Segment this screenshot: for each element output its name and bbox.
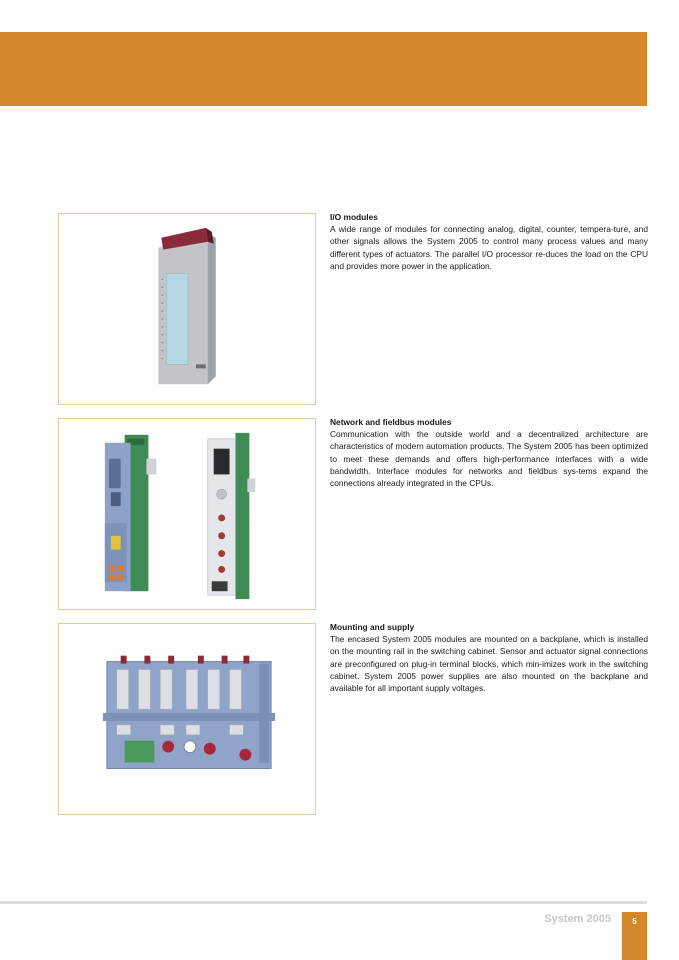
network-module-illustration [59,419,315,609]
section-network-modules [330,416,648,489]
section-heading: I/O modules [330,212,378,222]
section-body: Communication with the outside world and a decentralized architecture are characteristics of modern automation products. The System 2005 has been optimized to meet these demands and offers high-performance interfaces with a wide bandwidth. Interface modules for networks and fieldbus sys-tems expand the connections already integrated in the CPUs. [330,429,648,489]
network-module-photo [58,418,316,610]
io-module-illustration [59,214,315,404]
section-mounting-supply [330,621,648,694]
io-module-photo [58,213,316,405]
backplane-photo [58,623,316,815]
header-band [0,32,647,106]
footer-rule [0,901,647,904]
section-io-modules [330,211,648,272]
section-heading: Mounting and supply [330,622,415,632]
section-body: A wide range of modules for connecting analog, digital, counter, tempera-ture, and other signals allows the System 2005 to control many process values and many different types of actuators. The parallel I/O processor re-duces the load on the CPU and provides more power in the application. [330,224,648,271]
page-number: 5 [622,912,647,960]
backplane-illustration [59,624,315,814]
footer-title: System 2005 [544,913,611,925]
section-heading: Network and fieldbus modules [330,417,452,427]
section-body: The encased System 2005 modules are mounted on a backplane, which is installed on the mounting rail in the switching cabinet. Sensor and actuator signal connections are preconfigured on plug-in terminal blocks, which min-imizes work in the switching cabinet. System 2005 power supplies are also mounted on the backplane and available for all important supply voltages. [330,634,648,694]
